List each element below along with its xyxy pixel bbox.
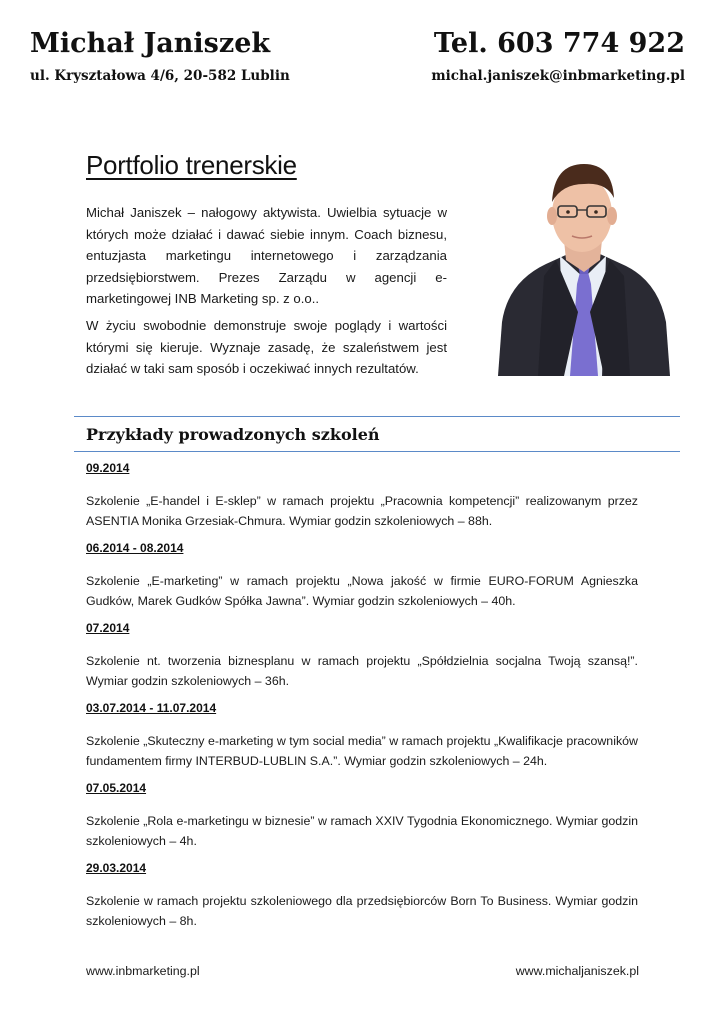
- footer-website-company: www.inbmarketing.pl: [86, 964, 200, 978]
- training-entry: [86, 461, 638, 541]
- intro-paragraph-2: W życiu swobodnie demonstruje swoje poglądy i wartości którymi się kieruje. Wyznaje zasadę, że szaleństwem jest działać w taki sam sposób i oczekiwać innych rezultatów.: [86, 318, 447, 376]
- training-date: 06.2014 - 08.2014: [86, 541, 184, 555]
- trainings-title: Przykłady prowadzonych szkoleń: [86, 425, 380, 444]
- training-date: 07.05.2014: [86, 781, 147, 795]
- training-description: Szkolenie „Rola e-marketingu w biznesie” w ramach XXIV Tygodnia Ekonomicznego. Wymiar godzin szkoleniowych – 4h.: [86, 814, 638, 848]
- intro-paragraph-1: Michał Janiszek – nałogowy aktywista. Uwielbia sytuacje w których może działać i dawać siebie innym. Coach biznesu, entuzjasta marketingu internetowego i zarządzania przedsiębiorstwem. Prezes Zarządu w agencji e-marketingowej INB Marketing sp. z o.o..: [86, 205, 447, 306]
- training-description: Szkolenie w ramach projektu szkoleniowego dla przedsiębiorców Born To Business. Wymiar godzin szkoleniowych – 8h.: [86, 894, 638, 928]
- training-description: Szkolenie „Skuteczny e-marketing w tym social media” w ramach projektu „Kwalifikacje pracowników fundamentem firmy INTERBUD-LUBLIN S.A.”. Wymiar godzin szkoleniowych – 24h.: [86, 734, 638, 768]
- training-date: 03.07.2014 - 11.07.2014: [86, 701, 217, 715]
- training-description: Szkolenie nt. tworzenia biznesplanu w ramach projektu „Spółdzielnia socjalna Twoją szansą!”. Wymiar godzin szkoleniowych – 36h.: [86, 654, 638, 688]
- training-description: Szkolenie „E-handel i E-sklep” w ramach projektu „Pracownia kompetencji” realizowanym przez ASENTIA Monika Grzesiak-Chmura. Wymiar godzin szkoleniowych – 88h.: [86, 494, 638, 528]
- training-entry: [86, 541, 638, 621]
- training-description: Szkolenie „E-marketing” w ramach projektu „Nowa jakość w firmie EURO-FORUM Agnieszka Gudków, Marek Gudków Spółka Jawna”. Wymiar godzin szkoleniowych – 40h.: [86, 574, 638, 608]
- email-address: michal.janiszek@inbmarketing.pl: [431, 68, 685, 84]
- training-entry: [86, 701, 638, 781]
- training-date: 07.2014: [86, 621, 130, 635]
- phone-number: Tel. 603 774 922: [433, 28, 685, 59]
- section-divider-bottom: [74, 451, 680, 452]
- training-date: 09.2014: [86, 461, 130, 475]
- footer-website-personal: www.michaljaniszek.pl: [515, 964, 639, 978]
- section-divider-top: [74, 416, 680, 417]
- training-entry: [86, 781, 638, 861]
- portfolio-title: Portfolio trenerskie: [86, 150, 297, 180]
- address: ul. Kryształowa 4/6, 20-582 Lublin: [30, 68, 290, 84]
- training-entry: [86, 621, 638, 701]
- training-date: 29.03.2014: [86, 861, 147, 875]
- person-name: Michał Janiszek: [30, 28, 271, 59]
- trainings-list: [86, 461, 638, 941]
- portrait-photo: [498, 152, 670, 376]
- training-entry: [86, 861, 638, 941]
